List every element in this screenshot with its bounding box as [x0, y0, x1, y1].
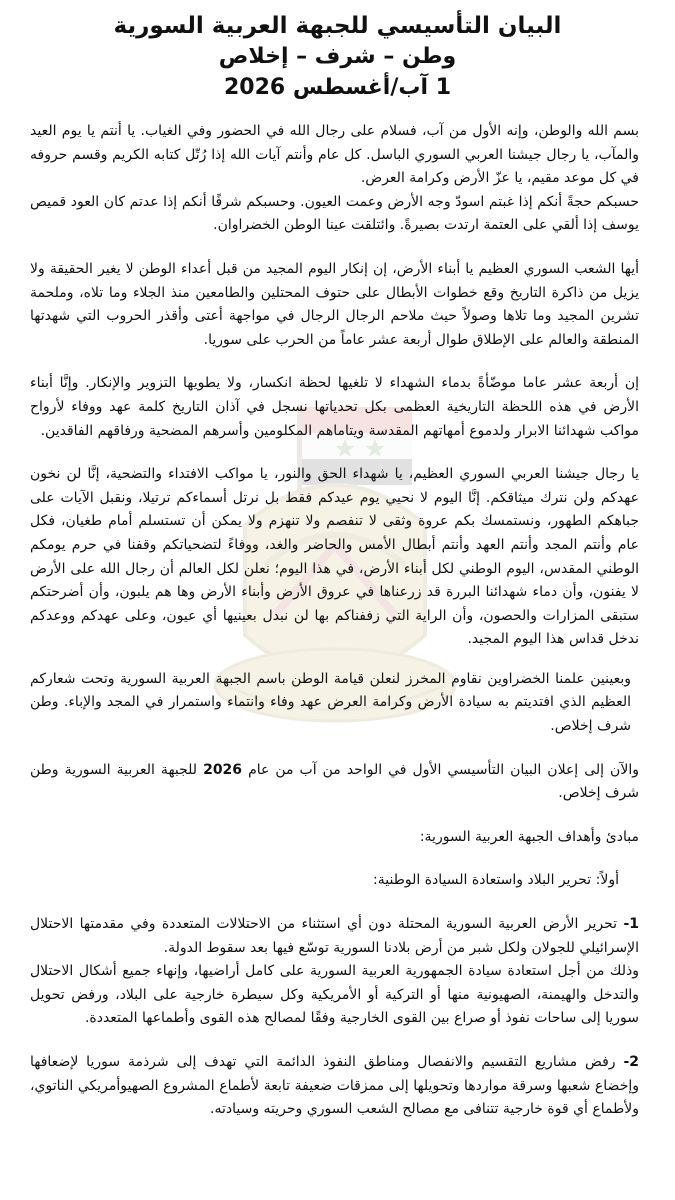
- item-1-number: 1-: [623, 916, 639, 933]
- item-1-text: تحرير الأرض العربية السورية المحتلة دون أي استثناء من الاحتلالات المتعددة وفي مقدمتها الاحتلال الإسرائيلي للجولان ولكل شبر من أرض بلادنا السورية توسّع فيها بعد سقوط الدولة.: [30, 916, 639, 956]
- document-title: البيان التأسيسي للجبهة العربية السورية: [113, 13, 562, 39]
- announcement-text-end: للجبهة العربية السورية وطن شرف إخلاص.: [30, 761, 639, 802]
- paragraph-resistance: وبعينين علمنا الخضراوين نقاوم المخرز لنعلن قيامة الوطن باسم الجبهة العربية السورية وتحت شعاركم العظيم الذي افتديتم به سيادة الأرض وكرامة العرض عهد وفاء وانتماء واستمرار في المجد والإباء. وطن شرف إخلاص.: [30, 670, 631, 735]
- paragraph-announcement: [30, 759, 639, 806]
- document-slogan: وطن – شرف – إخلاص: [218, 44, 457, 69]
- paragraph-people-address: أيها الشعب السوري العظيم يا أبناء الأرض، إن إنكار اليوم المجيد من قبل أعداء الوطن لا يغير الحقيقة ولا يزيل من ذاكرة التاريخ وقع خطوات الأبطال على حتوف المحتلين والطامعين منذ الجلاء وما تلاه، وملحمة تشرين المجيد وما تلاها وصولاً حيث ملاحم الرجال الرجال في مواجهة أعتى وأقذر الحروب التي شهدتها المنطقة والعالم على الإطلاق طوال أربعة عشر عاماً من الحرب على سوريا.: [30, 260, 639, 348]
- announcement-text-start: والآن إلى إعلان البيان التأسيسي الأول في الواحد من آب من عام: [242, 761, 639, 778]
- paragraph-army-address: يا رجال جيشنا العربي السوري العظيم، يا شهداء الحق والنور، يا مواكب الافتداء والتضحية، إنَّا لن نخون عهدكم ولن نترك ميثاقكم. إنَّا اليوم لا نحيي يوم عيدكم فقط بل نرتل أسماءكم ترتيلا، ونقبل الآيات على جباهكم الطهور، ونستمسك بكم عروة وثقى لا تنفصم ولا تنهزم ولا يمكن أن تستسلم أمام طغيان، فكل عام وأنتم المجد وأنتم العهد وأنتم أبطال الأمس والحاضر والغد، ووفاءً لتضحياتكم وقفنا في حرم يومكم الوطني المقدس، اليوم الوطني لكل أبناء الأرض، في هذا اليوم؛ نعلن لكل العالم أن رجال الله على الأرض لا يفنون، وأن دماء شهدائنا البررة قد زرعناها في عروق الأرض وأبناء الأرض وها هم يلبون، وأن أضرحتكم ستبقى المزارات والحصون، وأن الراية التي زففناكم بها لن نبدل بعينيها أي عيون، وعلى عهدكم ووعدكم ندخل قداس هذا اليوم المجيد.: [30, 466, 639, 648]
- item-2: [30, 1051, 639, 1122]
- document-date: 1 آب/أغسطس 2026: [223, 75, 452, 100]
- paragraph-greeting: بسم الله والوطن، وإنه الأول من آب، فسلام على رجال الله في الحضور وفي الغياب. يا أنتم يا يوم العيد والمآب، يا رجال جيشنا العربي السوري الباسل. كل عام وأنتم آيات الله إذا رُتّل كتابه الكريم وقسم حروفه في كل موعد مقيم، يا عزّ الأرض وكرامة العرض.: [30, 123, 639, 187]
- section-first-heading: أولاً: تحرير البلاد واستعادة السيادة الوطنية:: [373, 872, 619, 889]
- paragraph-greeting-continued: حسبكم حجةً أنكم إذا غبتم اسودّ وجه الأرض وعمت العيون. وحسبكم شرفًا أنكم إذا عدتم كان العود قميص يوسف إذا ألقي على العتمة ارتدت بصيرةً. وائتلقت عينا الوطن الخضراوان.: [30, 193, 639, 234]
- item-2-text: رفض مشاريع التقسيم والانفصال ومناطق النفوذ الدائمة التي تهدف إلى شرذمة سوريا لإضعافها وإخضاع شعبها وسرقة مواردها وتحويلها إلى ممزقات ضعيفة تابعة لأطماع المشروع الصهيوأمريكي الناتوي، ولأطماع أي قوة خارجية تتنافى مع مصالح الشعب السوري وحريته وسيادته.: [30, 1054, 639, 1118]
- announcement-year: 2026: [203, 761, 243, 778]
- principles-heading: مبادئ وأهداف الجبهة العربية السورية:: [419, 828, 639, 845]
- document-body: [30, 120, 639, 1122]
- item-1-continued: وذلك من أجل استعادة سيادة الجمهورية العربية السورية على كامل أراضيها، وإنهاء جميع أشكال الاحتلال والتدخل والهيمنة، الصهيونية منها أو التركية أو الأمريكية وكل سيطرة خارجية على البلاد، ورفض تحويل سوريا إلى ساحات نفوذ أو صراع بين القوى الخارجية وفقًا لمصالح هذه القوى وأطماعها المتعددة.: [30, 963, 639, 1027]
- item-1: [30, 913, 639, 960]
- paragraph-martyrs: إن أربعة عشر عاما موضّأةً بدماء الشهداء لا تلغيها لحظة انكسار، ولا يطويها التزوير والإنكار. وإنَّا أبناء الأرض في هذه اللحظة التاريخية العظمى بكل تحدياتها نسجل في آذان التاريخ كلمة عهد ووفاء لأرواح مواكب شهدائنا الابرار ولدموع أمهاتهم المقدسة ويتاماهم المكلومين وأسرهم المضحية ورفاقهم الفاقدين.: [30, 375, 639, 439]
- document-header: [0, 0, 675, 104]
- item-2-number: 2-: [623, 1054, 639, 1070]
